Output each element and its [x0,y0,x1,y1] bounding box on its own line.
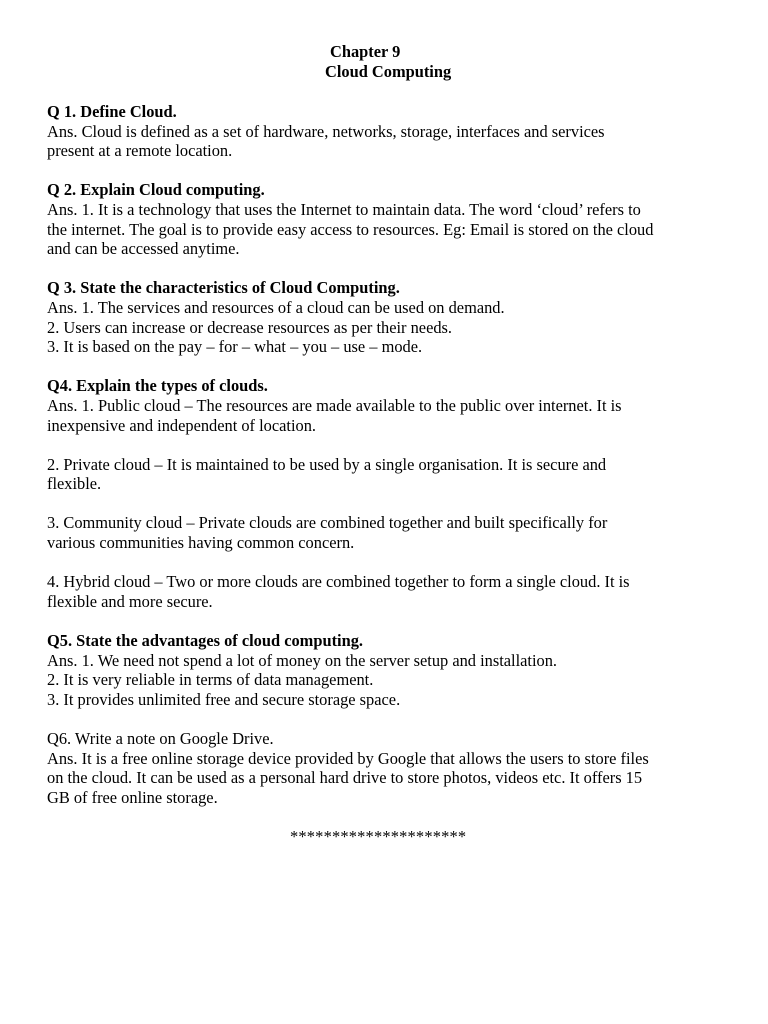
answer-2-line-2: the internet. The goal is to provide easy access to resources. Eg: Email is stored on the cloud [47,219,654,239]
end-separator: ********************* [290,826,467,846]
paragraph-gap [47,435,727,455]
answer-3-line-2: 2. Users can increase or decrease resources as per their needs. [47,317,453,337]
answer-4-private-line-2: flexible. [47,474,102,494]
answer-3-line-1: Ans. 1. The services and resources of a cloud can be used on demand. [47,297,505,317]
answer-4-hybrid-line-1: 4. Hybrid cloud – Two or more clouds are combined together to form a single cloud. It is [47,572,630,592]
chapter-title: Cloud Computing [325,62,452,81]
qa-block-5 [47,631,727,709]
answer-5-line-3: 3. It provides unlimited free and secure storage space. [47,689,401,709]
paragraph-gap [47,553,727,573]
answer-6-line-3: GB of free online storage. [47,787,218,807]
question-4: Q4. Explain the types of clouds. [47,376,268,396]
answer-3-line-3: 3. It is based on the pay – for – what – you – use – mode. [47,337,423,357]
question-6: Q6. Write a note on Google Drive. [47,729,274,748]
answer-1-line-1: Ans. Cloud is defined as a set of hardware, networks, storage, interfaces and services [47,121,605,141]
question-1: Q 1. Define Cloud. [47,102,177,121]
answer-6-line-1: Ans. It is a free online storage device provided by Google that allows the users to store files [47,748,649,768]
qa-block-6 [47,729,727,807]
paragraph-gap [47,494,727,514]
answer-4-hybrid-line-2: flexible and more secure. [47,591,213,611]
answer-4-public-line-1: Ans. 1. Public cloud – The resources are made available to the public over internet. It is [47,395,622,415]
question-5: Q5. State the advantages of cloud computing. [47,631,363,651]
answer-4-private-line-1: 2. Private cloud – It is maintained to be used by a single organisation. It is secure and [47,454,607,474]
chapter-heading: Chapter 9 [330,42,401,61]
question-3: Q 3. State the characteristics of Cloud Computing. [47,278,400,298]
qa-block-4 [47,376,727,611]
question-2: Q 2. Explain Cloud computing. [47,180,265,200]
qa-block-1 [47,102,727,161]
qa-block-3 [47,278,727,356]
qa-block-2 [47,180,727,258]
document-page [47,42,727,847]
answer-1-line-2: present at a remote location. [47,141,233,161]
answer-2-line-3: and can be accessed anytime. [47,239,240,259]
answer-6-line-2: on the cloud. It can be used as a personal hard drive to store photos, videos etc. It offers 15 [47,768,643,788]
answer-2-line-1: Ans. 1. It is a technology that uses the Internet to maintain data. The word ‘cloud’ refers to [47,199,641,219]
answer-5-line-2: 2. It is very reliable in terms of data management. [47,670,374,690]
answer-4-community-line-1: 3. Community cloud – Private clouds are combined together and built specifically for [47,513,608,533]
answer-4-community-line-2: various communities having common concern. [47,533,355,553]
answer-5-line-1: Ans. 1. We need not spend a lot of money on the server setup and installation. [47,650,558,670]
answer-4-public-line-2: inexpensive and independent of location. [47,415,316,435]
